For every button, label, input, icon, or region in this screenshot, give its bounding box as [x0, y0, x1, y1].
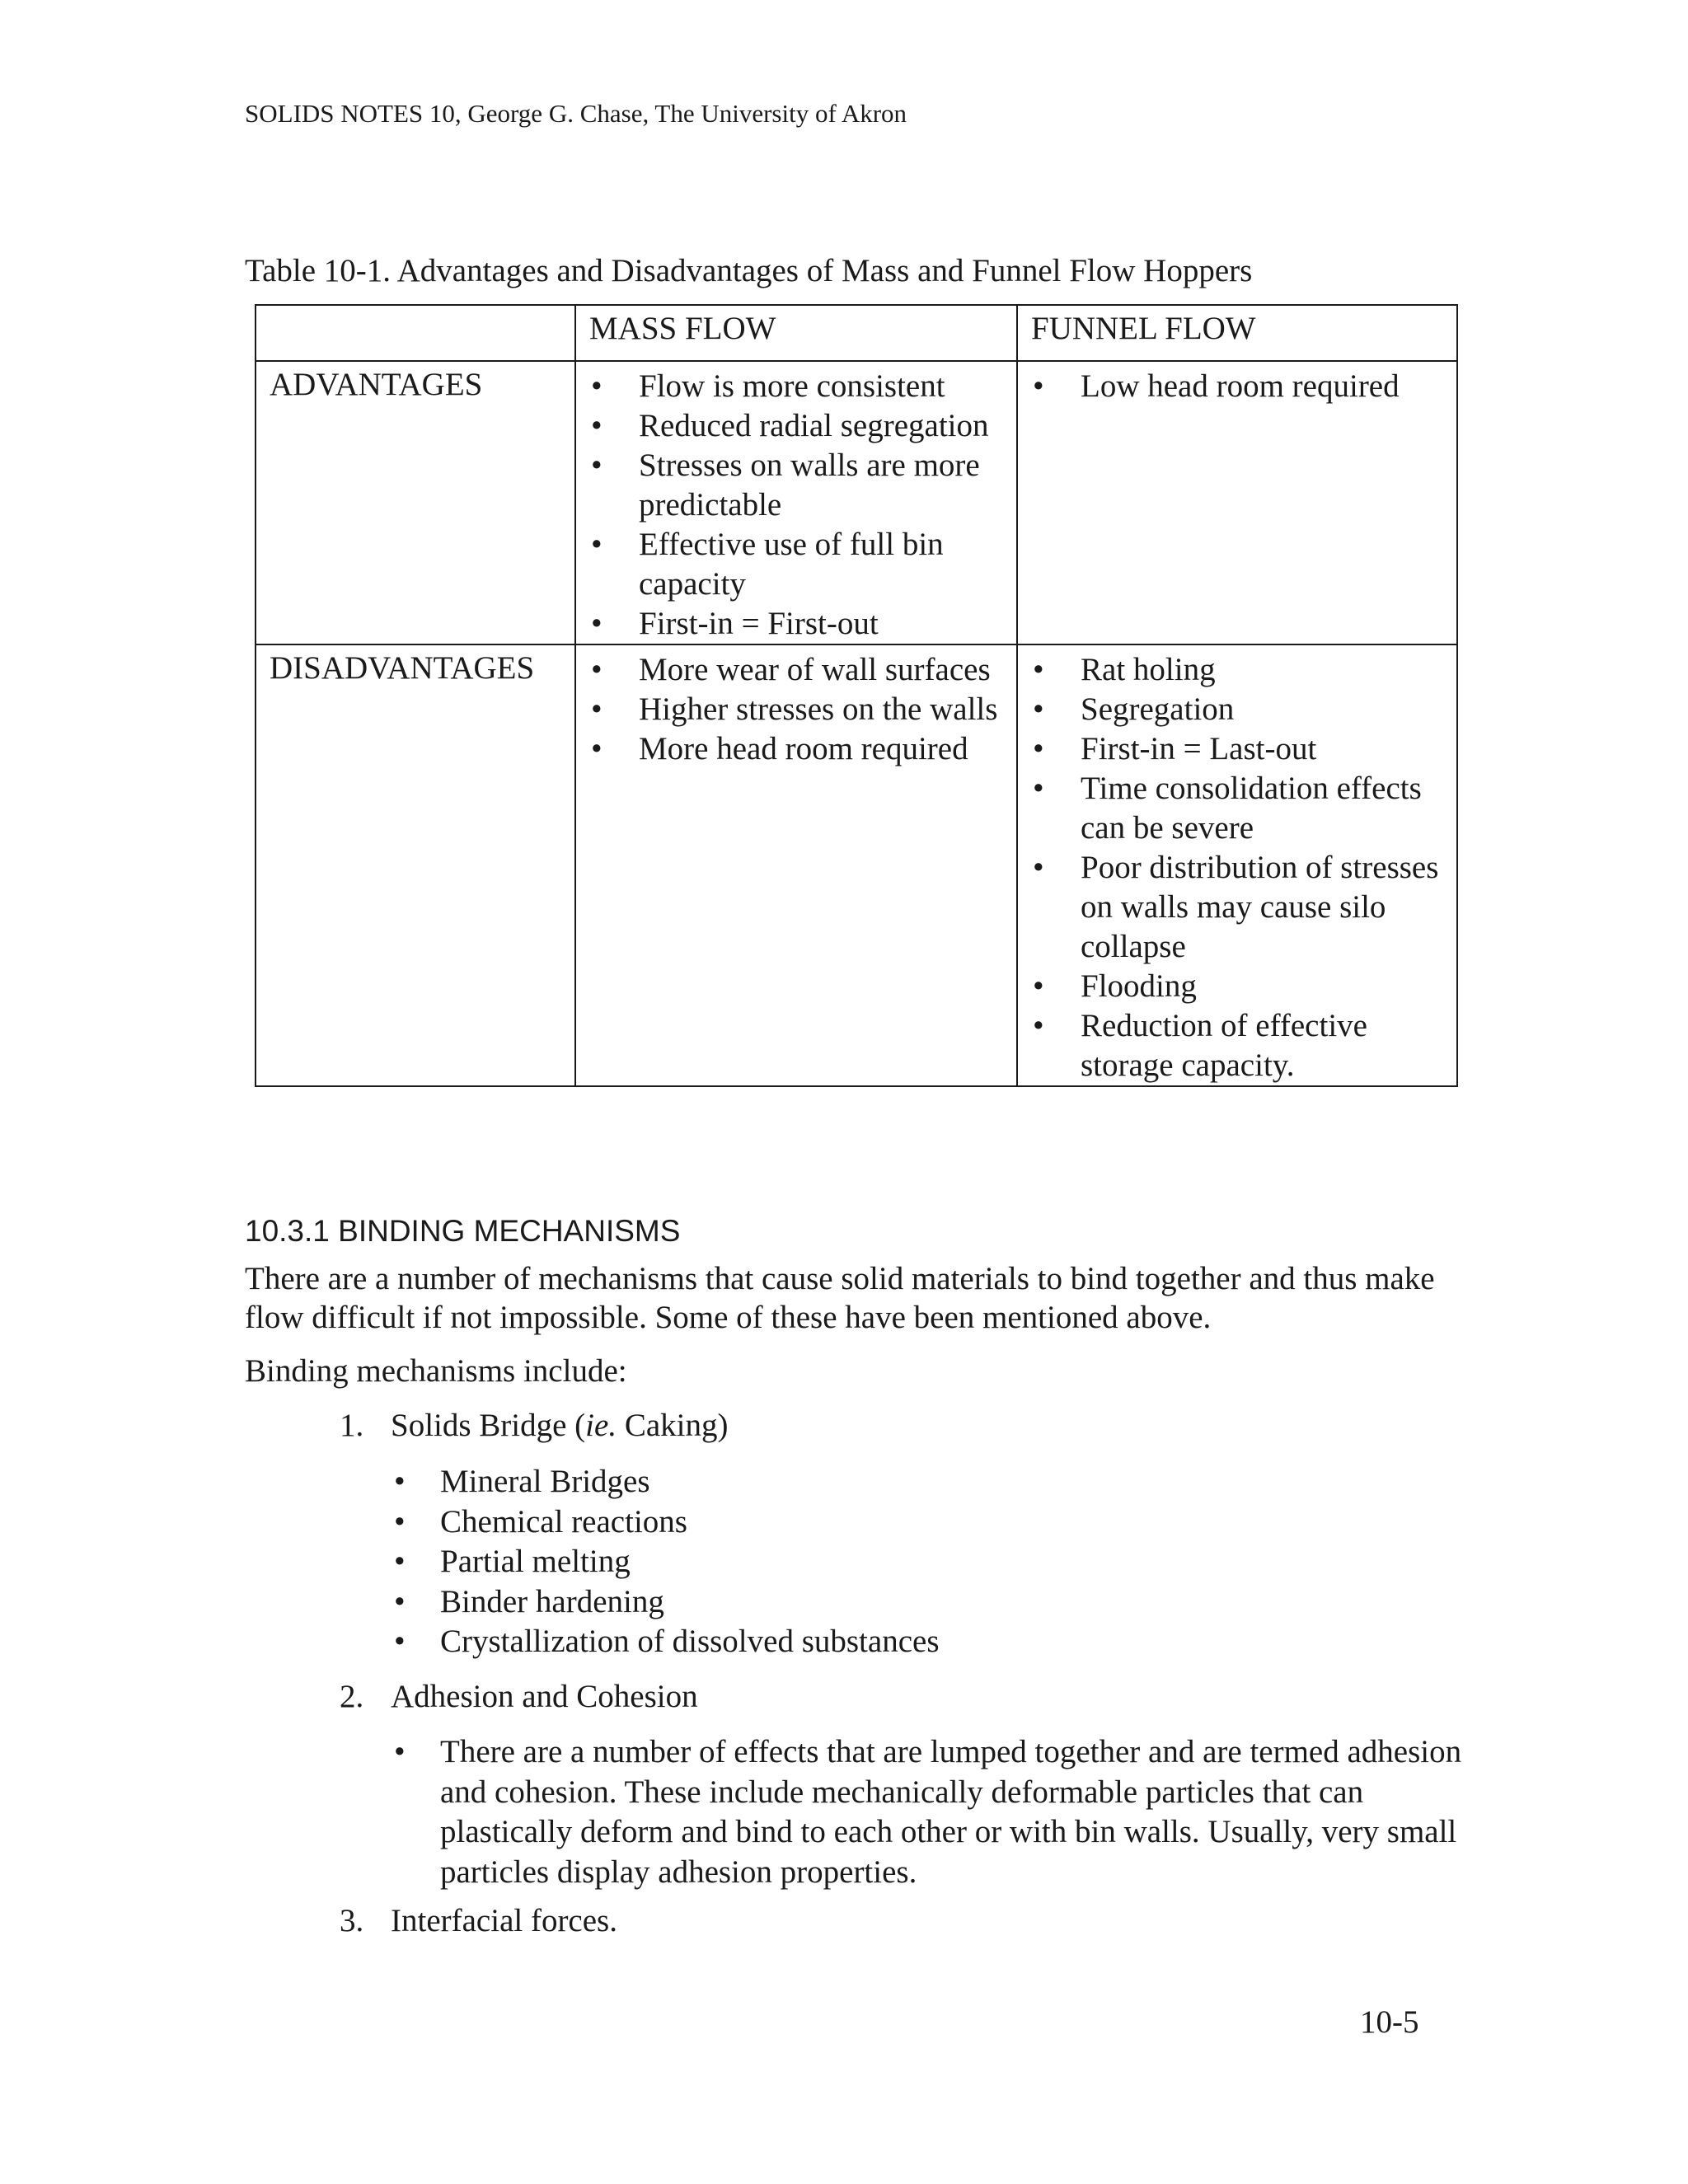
lead-paragraph: Binding mechanisms include:	[245, 1353, 627, 1389]
header-cell-mass-flow: MASS FLOW	[575, 305, 1017, 361]
numbered-item-adhesion-cohesion	[340, 1677, 698, 1717]
table-header-row	[256, 305, 1457, 361]
list-item: • Poor distribution of stresses on walls may cause silo collapse	[1031, 848, 1443, 967]
list-item: • Stresses on walls are more predictable	[589, 446, 1003, 525]
item-number: 1.	[340, 1408, 364, 1443]
section-heading: 10.3.1 BINDING MECHANISMS	[245, 1214, 681, 1248]
list-item: • Binder hardening	[391, 1582, 1462, 1623]
list-item: • Reduction of effective storage capacity.	[1031, 1006, 1443, 1085]
mass-flow-disadvantages-list	[589, 650, 1003, 769]
list-item: • More wear of wall surfaces	[589, 650, 1003, 690]
table-row-advantages	[256, 361, 1457, 644]
row-label-advantages: ADVANTAGES	[256, 361, 575, 644]
item-text-end: Caking)	[617, 1408, 729, 1443]
item-text-start: Solids Bridge (	[391, 1408, 586, 1443]
item-text-italic: ie.	[585, 1408, 617, 1443]
list-item: • Chemical reactions	[391, 1502, 1462, 1543]
running-header: SOLIDS NOTES 10, George G. Chase, The University of Akron	[245, 99, 907, 128]
cell-mass-flow-disadvantages	[575, 644, 1017, 1086]
header-cell-empty	[256, 305, 575, 361]
item-text: Adhesion and Cohesion	[391, 1679, 698, 1714]
list-item: • Rat holing	[1031, 650, 1443, 690]
intro-paragraph: There are a number of mechanisms that cause solid materials to bind together and thus make flow difficult if not impossible. Some of these have been mentioned above.	[245, 1261, 1435, 1335]
cell-mass-flow-advantages	[575, 361, 1017, 644]
list-item: • Flow is more consistent	[589, 367, 1003, 406]
cell-funnel-flow-advantages	[1017, 361, 1457, 644]
funnel-flow-advantages-list	[1031, 367, 1443, 406]
item-number: 3.	[340, 1903, 364, 1938]
list-item: • First-in = First-out	[589, 604, 1003, 644]
list-item: • There are a number of effects that are lumped together and are termed adhesion and cohesion. These include mechanically deformable particles that can plastically deform and bind to each other or with bin walls. Usually, very small particles display adhesion properties.	[391, 1732, 1462, 1892]
numbered-item-interfacial-forces	[340, 1901, 617, 1941]
list-item: • Flooding	[1031, 967, 1443, 1006]
list-item: • Segregation	[1031, 690, 1443, 729]
list-item: • Effective use of full bin capacity	[589, 525, 1003, 604]
page-number: 10-5	[1360, 2004, 1419, 2040]
solids-bridge-bullets	[391, 1462, 1462, 1662]
item-number: 2.	[340, 1679, 364, 1714]
adhesion-cohesion-bullets	[391, 1732, 1462, 1892]
funnel-flow-disadvantages-list	[1031, 650, 1443, 1085]
list-item: • Partial melting	[391, 1542, 1462, 1582]
table-caption: Table 10-1. Advantages and Disadvantages of Mass and Funnel Flow Hoppers	[245, 253, 1253, 288]
list-item: • First-in = Last-out	[1031, 729, 1443, 769]
table-row-disadvantages	[256, 644, 1457, 1086]
list-item: • Time consolidation effects can be severe	[1031, 769, 1443, 848]
list-item: • Higher stresses on the walls	[589, 690, 1003, 729]
list-item: • Reduced radial segregation	[589, 406, 1003, 446]
list-item: • More head room required	[589, 729, 1003, 769]
header-cell-funnel-flow: FUNNEL FLOW	[1017, 305, 1457, 361]
item-text: Interfacial forces.	[391, 1903, 617, 1938]
list-item: • Low head room required	[1031, 367, 1443, 406]
numbered-item-solids-bridge	[340, 1406, 728, 1446]
hopper-comparison-table	[255, 304, 1458, 1087]
list-item: • Mineral Bridges	[391, 1462, 1462, 1502]
row-label-disadvantages: DISADVANTAGES	[256, 644, 575, 1086]
cell-funnel-flow-disadvantages	[1017, 644, 1457, 1086]
list-item: • Crystallization of dissolved substances	[391, 1622, 1462, 1662]
mass-flow-advantages-list	[589, 367, 1003, 644]
